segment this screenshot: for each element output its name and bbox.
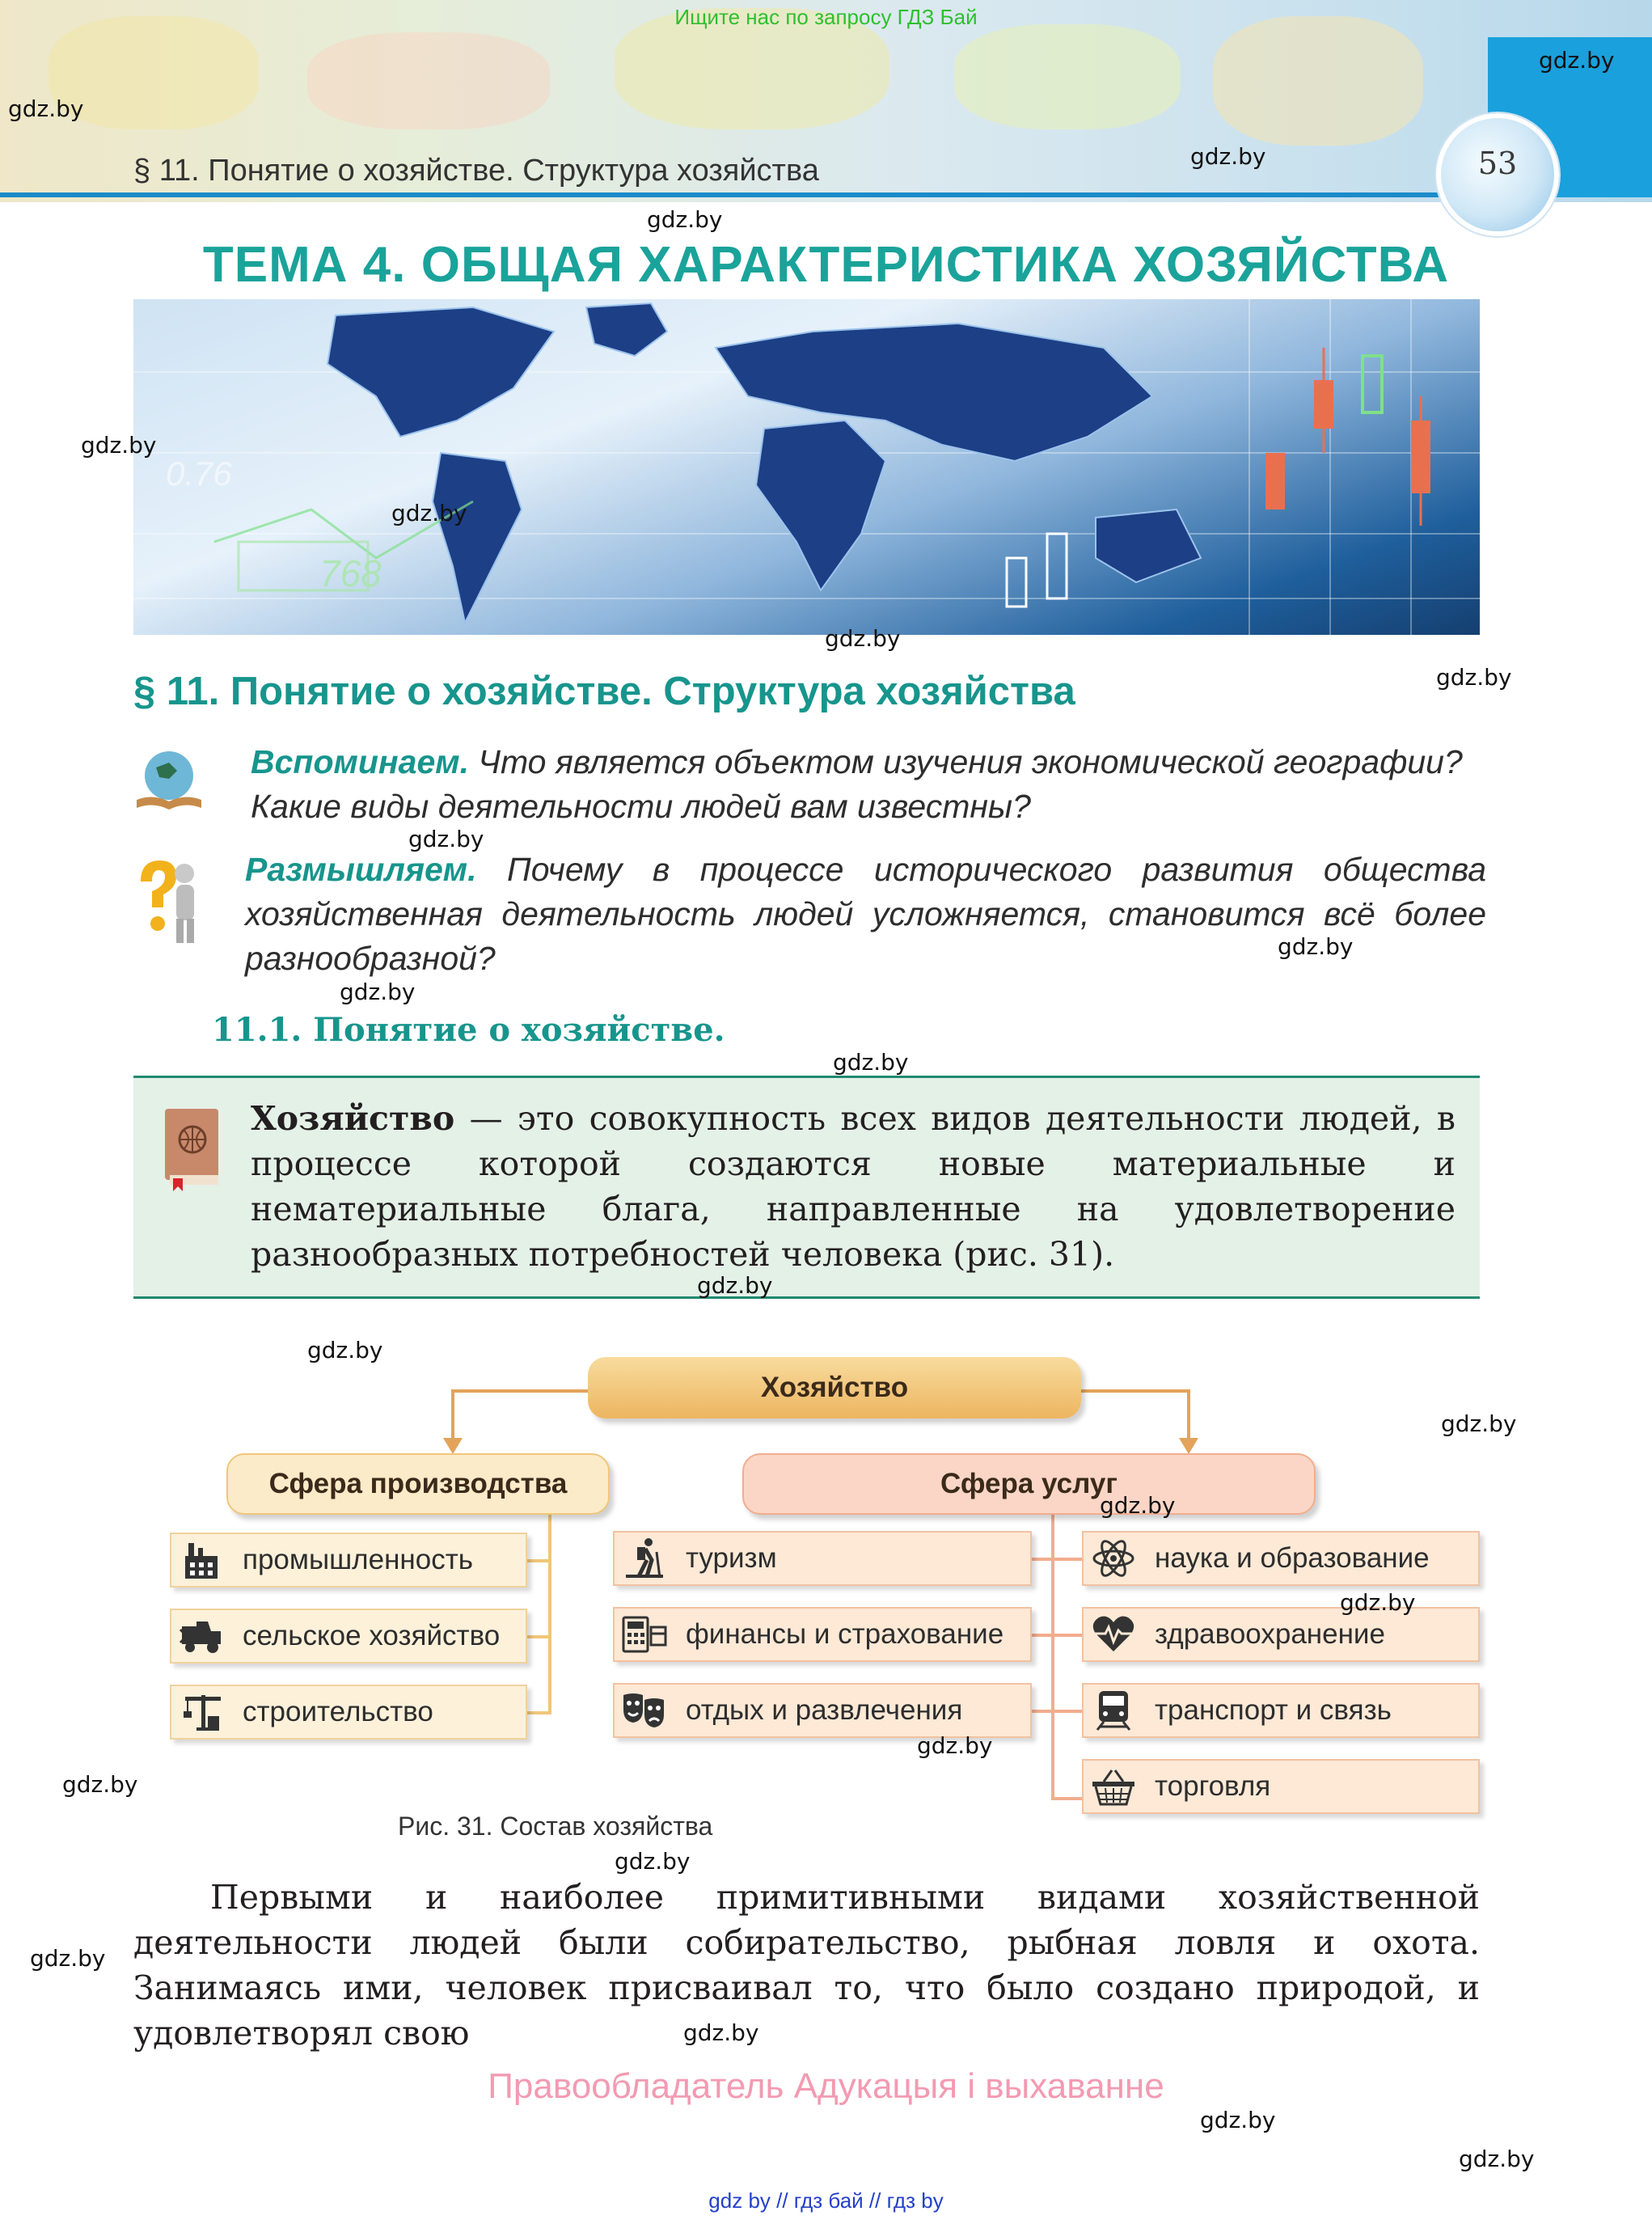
calculator-icon [621, 1613, 668, 1656]
item-label: строительство [243, 1696, 433, 1727]
section-title: § 11. Понятие о хозяйстве. Структура хозяйства [133, 670, 1075, 713]
subsection-title: 11.1. Понятие о хозяйстве. [212, 1011, 725, 1049]
page-number: 53 [1477, 146, 1518, 181]
watermark: gdz.by [1441, 1410, 1517, 1437]
train-icon [1090, 1689, 1137, 1732]
watermark: gdz.by [1278, 933, 1354, 960]
item-agriculture [170, 1609, 527, 1664]
banner-number-1: 0.76 [166, 455, 232, 493]
watermark: gdz.by [1190, 143, 1266, 170]
item-industry [170, 1533, 527, 1588]
item-transport-communication [1082, 1683, 1480, 1738]
definition-term: Хозяйство [251, 1099, 455, 1138]
watermark: gdz.by [307, 1337, 383, 1364]
heart-pulse-icon [1090, 1613, 1137, 1656]
watermark: gdz.by [391, 500, 467, 526]
item-label: финансы и страхование [686, 1618, 1004, 1650]
basket-icon [1090, 1765, 1137, 1808]
item-label: сельское хозяйство [243, 1620, 501, 1651]
item-science-education [1082, 1531, 1480, 1586]
definition-body: — это совокупность всех видов деятельности людей, в процессе которой создаются новые материальные и нематериальные блага, направленные на удовлетворение разнообразных потребностей человека (рис. 31). [251, 1099, 1456, 1274]
watermark: gdz.by [1100, 1492, 1176, 1519]
reflect-label: Размышляем. [245, 851, 477, 888]
factory-icon [178, 1538, 225, 1582]
hiker-icon [621, 1537, 668, 1580]
item-healthcare [1082, 1607, 1480, 1662]
topic-title: ТЕМА 4. ОБЩАЯ ХАРАКТЕРИСТИКА ХОЗЯЙСТВА [202, 237, 1450, 293]
item-leisure [613, 1683, 1032, 1738]
item-trade [1082, 1759, 1480, 1814]
item-label: наука и образование [1155, 1542, 1430, 1574]
watermark: gdz.by [8, 95, 84, 122]
footer-links[interactable]: gdz by // гдз бай // гдз by [708, 2188, 944, 2213]
atom-icon [1090, 1537, 1137, 1580]
banner-number-2: 768 [319, 552, 382, 594]
watermark: gdz.by [81, 432, 157, 459]
node-service-sphere: Сфера услуг [742, 1453, 1316, 1515]
item-label: здравоохранение [1155, 1618, 1385, 1650]
watermark: gdz.by [615, 1848, 691, 1875]
watermark: gdz.by [408, 826, 484, 852]
watermark: gdz.by [1200, 2107, 1276, 2133]
remember-label: Вспоминаем. [251, 743, 469, 780]
watermark: gdz.by [917, 1732, 993, 1759]
watermark: gdz.by [825, 625, 901, 652]
remember-question: Что является объектом изучения экономической географии? Какие виды деятельности людей вам известны? [251, 743, 1463, 825]
item-label: туризм [686, 1542, 777, 1574]
copyright-notice: Правообладатель Адукацыя і выхаванне [488, 2066, 1164, 2106]
watermark: gdz.by [1436, 664, 1512, 691]
node-production-sphere: Сфера производства [226, 1453, 610, 1515]
watermark: gdz.by [30, 1945, 106, 1972]
item-label: транспорт и связь [1155, 1694, 1392, 1726]
watermark: gdz.by [683, 2019, 759, 2046]
item-finance [613, 1607, 1032, 1662]
node-economy: Хозяйство [588, 1357, 1081, 1419]
theater-masks-icon [621, 1689, 668, 1732]
search-note: Ищите нас по запросу ГДЗ Бай [674, 5, 978, 29]
running-head: § 11. Понятие о хозяйстве. Структура хозяйства [133, 154, 819, 188]
watermark: gdz.by [833, 1049, 909, 1076]
item-construction [170, 1685, 527, 1740]
watermark: gdz.by [1539, 47, 1615, 74]
watermark: gdz.by [647, 206, 723, 233]
item-label: отдых и развлечения [686, 1694, 963, 1726]
harvester-icon [178, 1614, 225, 1658]
item-label: торговля [1155, 1770, 1271, 1802]
watermark: gdz.by [340, 979, 416, 1005]
watermark: gdz.by [1459, 2146, 1535, 2172]
watermark: gdz.by [697, 1272, 773, 1299]
watermark: gdz.by [62, 1771, 138, 1798]
crane-icon [178, 1690, 225, 1734]
body-paragraph: Первыми и наиболее примитивными видами хозяйственной деятельности людей были собирательство, рыбная ловля и охота. Занимаясь ими, человек присваивал то, что было создано природой, и удовлетворял свою [133, 1878, 1480, 2053]
item-tourism [613, 1531, 1032, 1586]
reflect-question: Почему в процессе исторического развития общества хозяйственная деятельность людей усложняется, становится всё более разнообразной? [245, 851, 1486, 977]
figure-caption: Рис. 31. Состав хозяйства [398, 1812, 713, 1841]
item-label: промышленность [243, 1544, 473, 1575]
watermark: gdz.by [1340, 1589, 1416, 1616]
